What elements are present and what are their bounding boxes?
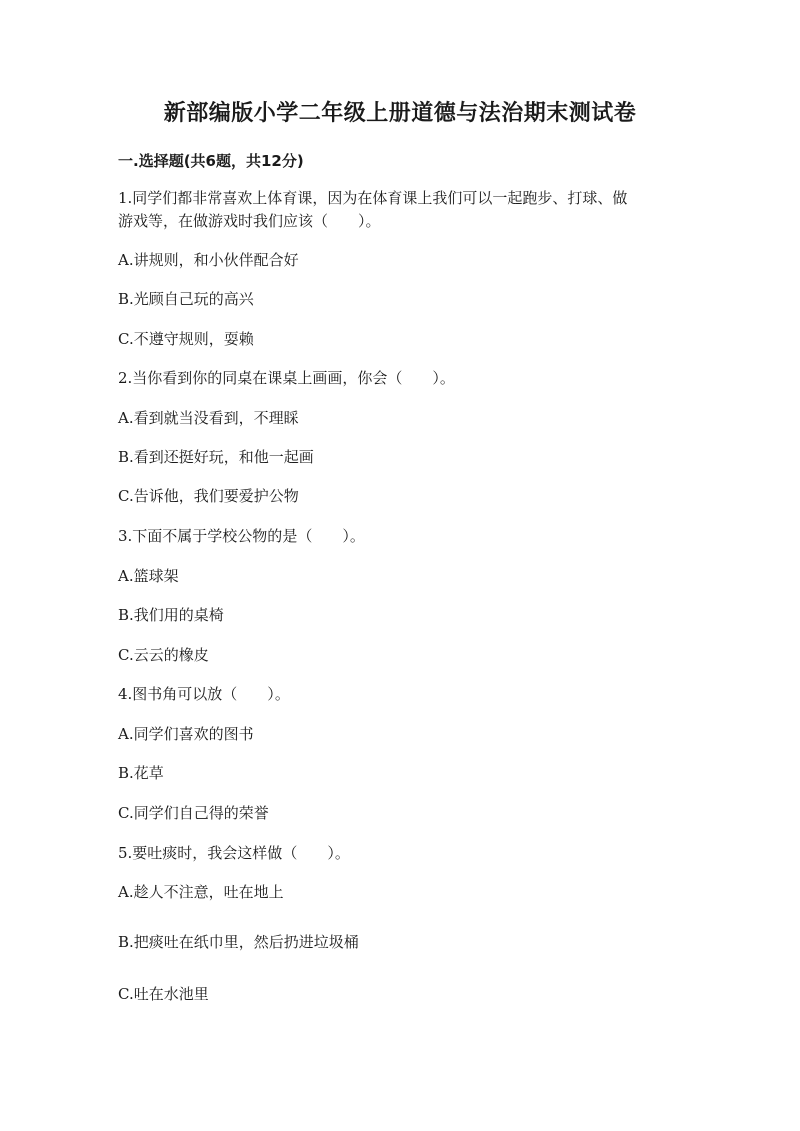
question-1-stem-line-1: 1.同学们都非常喜欢上体育课，因为在体育课上我们可以一起跑步、打球、做 — [118, 189, 628, 207]
question-1-stem-line-2: 游戏等，在做游戏时我们应该（ ）。 — [118, 212, 381, 230]
question-4-option-a: A.同学们喜欢的图书 — [118, 725, 254, 743]
question-1-option-c: C.不遵守规则，耍赖 — [118, 330, 254, 348]
question-4-option-c: C.同学们自己得的荣誉 — [118, 804, 269, 822]
question-5-option-c: C.吐在水池里 — [118, 985, 209, 1003]
question-1-option-b: B.光顾自己玩的高兴 — [118, 290, 254, 308]
question-3-stem: 3.下面不属于学校公物的是（ ）。 — [118, 527, 365, 545]
question-4-stem: 4.图书角可以放（ ）。 — [118, 685, 290, 703]
question-2-option-b: B.看到还挺好玩，和他一起画 — [118, 448, 314, 466]
question-2-option-c: C.告诉他，我们要爱护公物 — [118, 487, 299, 505]
question-1-option-a: A.讲规则，和小伙伴配合好 — [118, 251, 299, 269]
section-heading: 一.选择题(共6题，共12分) — [118, 152, 304, 170]
question-5-option-b: B.把痰吐在纸巾里，然后扔进垃圾桶 — [118, 933, 359, 951]
page-title: 新部编版小学二年级上册道德与法治期末测试卷 — [163, 101, 637, 126]
question-3-option-a: A.篮球架 — [118, 567, 179, 585]
question-5-stem: 5.要吐痰时，我会这样做（ ）。 — [118, 844, 350, 862]
question-3-option-c: C.云云的橡皮 — [118, 646, 209, 664]
question-4-option-b: B.花草 — [118, 764, 164, 782]
question-3-option-b: B.我们用的桌椅 — [118, 606, 224, 624]
question-2-stem: 2.当你看到你的同桌在课桌上画画，你会（ ）。 — [118, 369, 455, 387]
question-5-option-a: A.趁人不注意，吐在地上 — [118, 883, 284, 901]
question-2-option-a: A.看到就当没看到，不理睬 — [118, 409, 299, 427]
